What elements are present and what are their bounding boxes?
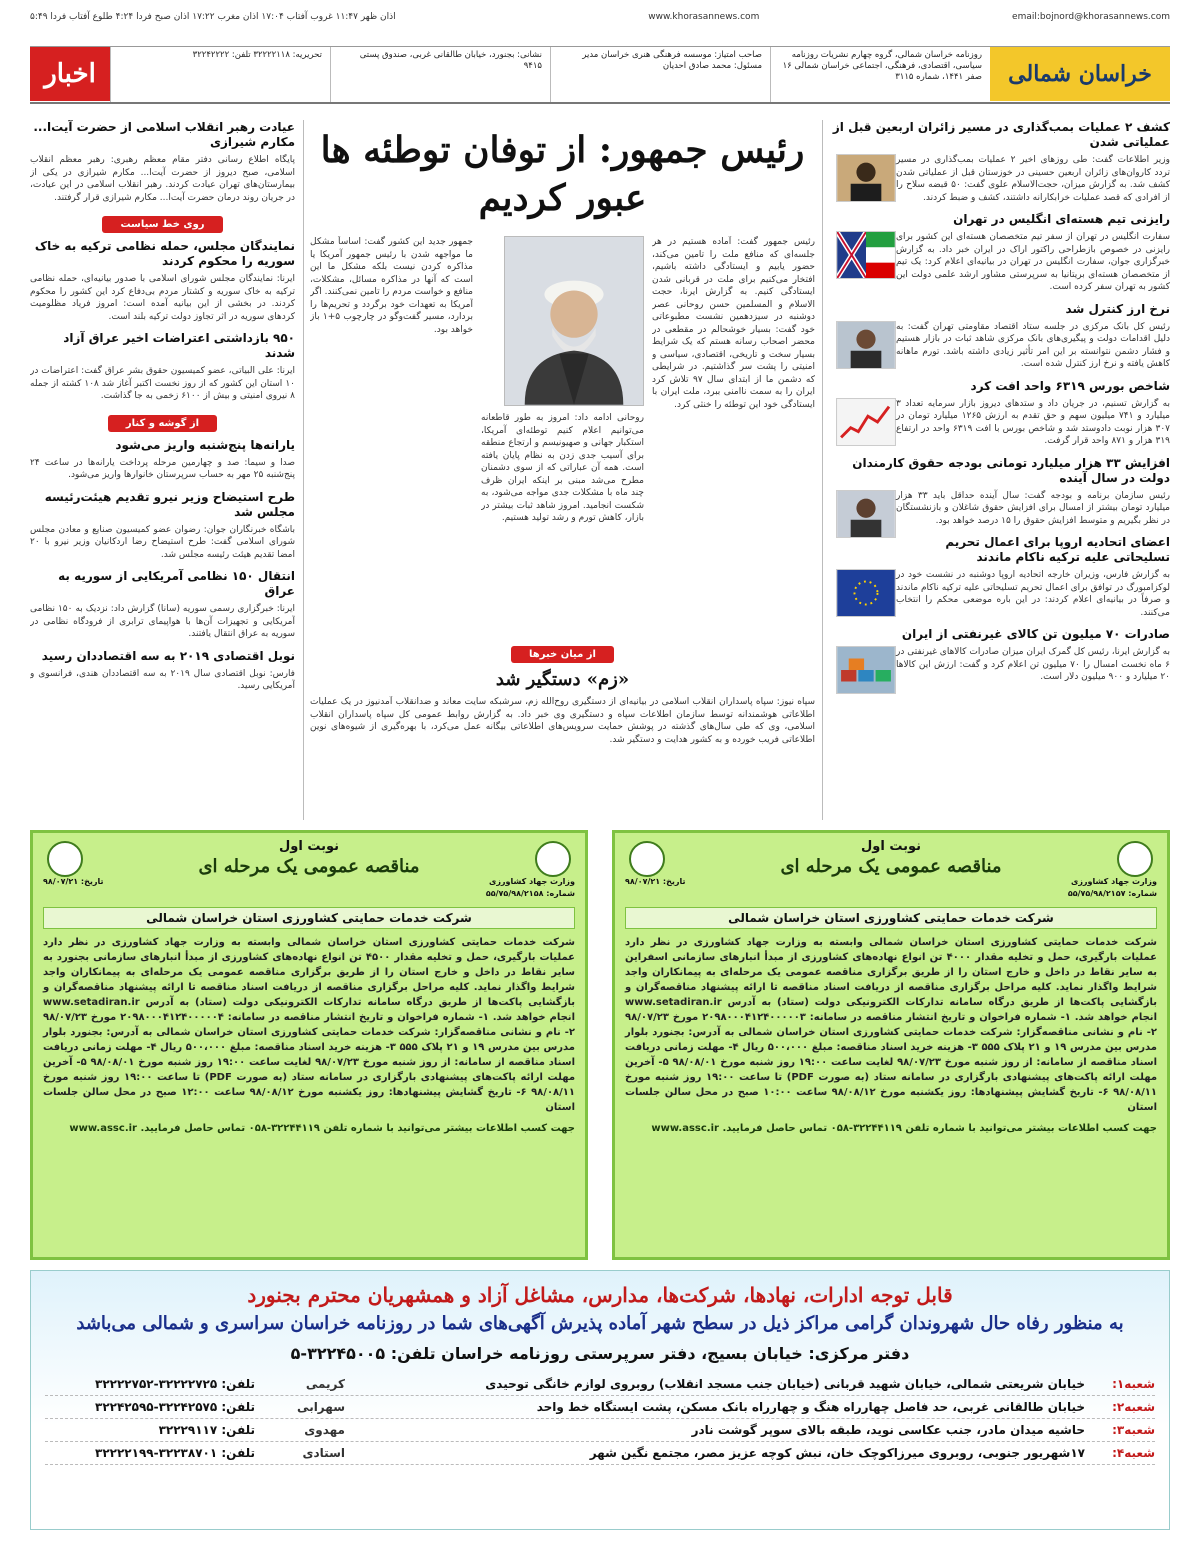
tender-number: شماره: ۵۵/۷۵/۹۸/۲۱۵۸ <box>485 889 575 898</box>
branch-row[interactable] <box>45 1442 1155 1465</box>
branch-row[interactable] <box>45 1419 1155 1442</box>
news-title[interactable]: نوبل اقتصادی ۲۰۱۹ به سه اقتصاددان رسید <box>41 648 295 663</box>
news-body: رئیس کل بانک مرکزی در جلسه ستاد اقتصاد مقاومتی تهران گفت: به دلیل اقدامات دولت و پیگیری‌های بانک مرکزی شاهد ثبات در بازار هستیم و فشار دشمن نتوانسته بر این امر تأثیر زیادی داشته باشد. تورم ماهانه کاهش یافته و نرخ ارز کنترل شده است. <box>896 321 1170 369</box>
news-item[interactable] <box>830 379 1170 448</box>
tender-round: نوبت اول <box>860 839 922 854</box>
support-company-emblem-icon <box>47 841 83 877</box>
section-tab-wrap <box>30 411 295 432</box>
news-item[interactable] <box>30 331 295 403</box>
miscellaneous-tab[interactable]: از گوشه و کنار <box>108 415 217 432</box>
branch-phone[interactable]: تلفن: ۳۲۲۳۸۷۰۱-۳۲۲۲۲۱۹۹ <box>95 1446 255 1460</box>
contact-info: تحریریه: ۳۲۲۲۲۱۱۸ تلفن: ۳۲۲۴۲۲۲۲ <box>110 47 330 102</box>
prayer-times: اذان ظهر ۱۱:۴۷ غروب آفتاب ۱۷:۰۴ اذان مغرب ۱۷:۲۲ اذان صبح فردا ۴:۲۴ طلوع آفتاب فردا ۵:۴۹ <box>30 12 396 22</box>
ministry-emblem-icon <box>535 841 571 877</box>
khorasan-logo[interactable]: خراسان شمالی <box>990 47 1170 101</box>
masthead <box>30 46 1170 104</box>
news-item[interactable] <box>830 302 1170 371</box>
branch-row[interactable] <box>45 1396 1155 1419</box>
news-body: باشگاه خبرنگاران جوان: رضوان عضو کمیسیون صنایع و معادن مجلس شورای اسلامی گفت: طرح استیضاح رضا اردکانیان وزیر نیرو با ۲۰ امضا تقدیم هیئت رئیسه مجلس شد. <box>30 524 295 560</box>
branch-contact: استادی <box>302 1446 345 1460</box>
news-item[interactable] <box>830 627 1170 684</box>
tender-ministry: وزارت جهاد کشاورزی <box>1070 877 1157 886</box>
politics-tab[interactable]: روی خط سیاست <box>102 216 222 233</box>
tender-body: شرکت خدمات حمایتی کشاورزی استان خراسان شمالی وابسته به وزارت جهاد کشاورزی در نظر دارد عملیات بارگیری، حمل و تخلیه مقدار ۴۰۰۰ تن انواع نهاده‌های کشاورزی از مبدأ انبارهای سازمانی اسفراین به سایر نقاط در داخل و خارج استان را از طریق برگزاری مناقصه عمومی یک مرحله‌ای به پیمانکاران واجد شرایط واگذار نماید. کلیه مراحل برگزاری مناقصه از دریافت اسناد مناقصه تا ارائه پیشنهاد مناقصه‌گران و بازگشایی پاکت‌ها از طریق درگاه سامانه تدارکات الکترونیکی دولت (ستاد) به آدرس www.setadiran.ir انجام خواهد شد. ۱- شماره فراخوان و تاریخ انتشار مناقصه در سامانه: ۲۰۹۸۰۰۰۴۱۲۴۰۰۰۰۰۳ مورخ ۹۸/۰۷/۲۳ ۲- نام و نشانی مناقصه‌گزار: شرکت خدمات حمایتی کشاورزی استان خراسان شمالی به آدرس: بجنورد بلوار مدرس بین مدرس ۱۹ و ۲۱ پلاک ۵۵۵ ۳- هزینه خرید اسناد مناقصه: مبلغ ۵۰۰،۰۰۰ ریال ۴- مهلت زمانی دریافت اسناد مناقصه از سامانه: از روز شنبه مورخ ۹۸/۰۷/۲۳ لغایت ساعت ۱۹:۰۰ روز شنبه مورخ ۹۸/۰۸/۰۱ ۵- آخرین مهلت ارائه پاکت‌های پیشنهادی بارگزاری در سامانه ستاد (به صورت PDF) تا ساعت ۱۹:۰۰ روز شنبه مورخ ۹۸/۰۸/۱۱ ۶- تاریخ گشایش پیشنهادها: روز یکشنبه مورخ ۹۸/۰۸/۱۲ ساعت ۱۰:۰۰ صبح در محل سالن جلسات استان <box>625 937 1158 1113</box>
minister-photo <box>836 154 896 202</box>
story-column <box>481 236 644 636</box>
tender-title: مناقصه عمومی یک مرحله ای <box>780 856 1002 877</box>
main-story <box>310 120 815 820</box>
branch-name: شعبه۱: <box>1112 1377 1155 1391</box>
news-item[interactable] <box>830 120 1170 204</box>
top-info-bar <box>30 8 1170 26</box>
news-title[interactable]: انتقال ۱۵۰ نظامی آمریکایی از سوریه به عراق <box>58 569 295 598</box>
branch-contact: کریمی <box>305 1377 345 1391</box>
branch-phone[interactable]: تلفن: ۳۲۲۲۲۷۲۵-۳۲۲۲۲۷۵۲ <box>95 1377 255 1391</box>
tender-company: شرکت خدمات حمایتی کشاورزی استان خراسان شمالی <box>43 907 575 929</box>
news-body: ایرنا: خبرگزاری رسمی سوریه (سانا) گزارش داد: نزدیک به ۱۵۰ نظامی آمریکایی و تجهیزات آن‌ها با هواپیمای ترابری از فرودگاه نظامی در سوریه به عراق انتقال یافتند. <box>30 604 295 639</box>
tender-ad-right[interactable] <box>612 830 1170 1260</box>
advertising-notice <box>30 1270 1170 1530</box>
news-title[interactable]: عیادت رهبر انقلاب اسلامی از حضرت آیت‌ا... مکارم شیرازی <box>33 120 295 149</box>
budget-official-photo <box>836 490 896 538</box>
branch-phone[interactable]: تلفن: ۳۲۲۲۹۱۱۷ <box>158 1423 255 1437</box>
tender-footer: جهت کسب اطلاعات بیشتر می‌توانید با شماره تلفن ۳۲۲۴۴۱۱۹-۰۵۸ تماس حاصل فرمایید. www.assc.ir <box>651 1123 1157 1134</box>
tender-company: شرکت خدمات حمایتی کشاورزی استان خراسان شمالی <box>625 907 1157 929</box>
newspaper-page <box>30 40 1170 1530</box>
news-body: فارس: نوبل اقتصادی سال ۲۰۱۹ به سه اقتصاددان هندی، فرانسوی و آمریکایی رسید. <box>30 668 295 691</box>
branch-address: خیابان شریعتی شمالی، خیابان شهید قربانی (خیابان جنب مسجد انقلاب) روبروی لوازم خانگی توحیدی <box>485 1377 1085 1391</box>
branch-name: شعبه۲: <box>1112 1400 1155 1414</box>
main-story-body <box>310 236 815 636</box>
news-item[interactable] <box>830 456 1170 528</box>
tender-date: تاریخ: ۹۸/۰۷/۲۱ <box>43 877 104 886</box>
news-item[interactable] <box>30 649 295 693</box>
news-title[interactable]: ۹۵۰ بازداشتی اعتراضات اخیر عراق آزاد شدند <box>63 331 295 360</box>
tender-ad-left[interactable] <box>30 830 588 1260</box>
news-body: پایگاه اطلاع رسانی دفتر مقام معظم رهبری: رهبر معظم انقلاب اسلامی، صبح دیروز از حضرت آیت‌ا... مکارم شیرازی در یکی از بیمارستان‌های تهران عیادت کردند. رهبر انقلاب اسلامی در این عیادت، در جریان روند درمان حضرت آیت‌ا... مکارم شیرازی قرار گرفتند. <box>30 155 295 203</box>
branch-name: شعبه۳: <box>1112 1423 1155 1437</box>
notice-heading: قابل توجه ادارات، نهادها، شرکت‌ها، مدارس، مشاغل آزاد و همشهریان محترم بجنورد <box>247 1283 953 1307</box>
email-text[interactable]: email:bojnord@khorasannews.com <box>1012 12 1170 22</box>
tender-ads <box>30 830 1170 1260</box>
tender-number: شماره: ۵۵/۷۵/۹۸/۲۱۵۷ <box>1067 889 1157 898</box>
news-body: به گزارش ایرنا، رئیس کل گمرک ایران میزان صادرات کالاهای غیرنفتی در ۶ ماه نخست امسال را ۷۰ میلیون تن اعلام کرد و گفت: ارزش این کالاها ۲۰ میلیارد و ۹۰۰ میلیون دلار است. <box>896 647 1170 682</box>
publisher-info: صاحب امتیاز: موسسه فرهنگی هنری خراسان مدیر مسئول: محمد صادق احدیان <box>550 47 770 102</box>
ministry-emblem-icon <box>1117 841 1153 877</box>
subsection-wrap <box>310 642 815 663</box>
branch-contact: مهدوی <box>304 1423 345 1437</box>
news-item[interactable] <box>830 535 1170 619</box>
sub-story-body: سپاه نیوز: سپاه پاسداران انقلاب اسلامی در بیانیه‌ای از دستگیری روح‌الله زم، سرشبکه سایت معاند و ضدانقلاب آمدنیوز در یک عملیات اطلاعاتی هوشمندانه توسط سازمان اطلاعات سپاه و دستگیری وی خبر داد. به گزارش روابط عمومی کل سپاه پاسداران انقلاب اسلامی، وی که طی سال‌های گذشته در پوشش حمایت سرویس‌های اطلاعاتی بیگانه عمل می‌کرد، با بهره‌گیری از شیوه‌های نوین اطلاعاتی فریب خورده و به کشور هدایت و دستگیر شد. <box>310 697 815 745</box>
address-info: نشانی: بجنورد، خیابان طالقانی غربی، صندوق پستی ۹۴۱۵ <box>330 47 550 102</box>
tender-footer: جهت کسب اطلاعات بیشتر می‌توانید با شماره تلفن ۳۲۲۴۴۱۱۹-۰۵۸ تماس حاصل فرمایید. www.assc.ir <box>69 1123 575 1134</box>
central-bank-photo <box>836 321 896 369</box>
story-column: رئیس جمهور گفت: آماده هستیم در هر جلسه‌ای که منافع ملت را تامین می‌کند، حضور یابیم و ایستادگی داشته باشیم، افتخار می‌کنیم برای ملت در قربانی شدن ایستادگی کنیم. به گزارش ایرنا، حجت الاسلام و المسلمین حسن روحانی عصر دوشنبه در سیزدهمین نشست مطبوعاتی خود گفت: بسیار خوشحالم در مقطعی در محضر اصحاب رسانه هستم که یک شرایط بسیار سخت و تاریخی، اقتصادی، سیاسی و امنیتی را پشت سر گذاشتیم. در شرایطی که دشمن ما از ابتدای سال ۹۷ تلاش کرد ایران را به سمت ناامنی ببرد، ملت ایران با ایستادگی خود این توطئه را خنثی کرد. <box>652 237 815 410</box>
flags-photo <box>836 231 896 279</box>
central-office[interactable]: دفتر مرکزی: خیابان بسیج، دفتر سرپرستی روزنامه خراسان تلفن: ۳۲۲۴۵۰۰۵-۵ <box>290 1344 910 1363</box>
news-body: رئیس سازمان برنامه و بودجه گفت: سال آینده حداقل باید ۳۳ هزار میلیارد تومان بیشتر از امسال برای افزایش حقوق شاغلان و بازنشستگان در نظر بگیریم و متوسط افزایش حقوق را ۱۵ درصد خواهد بود. <box>896 490 1170 526</box>
news-body: ایرنا: علی البیاتی، عضو کمیسیون حقوق بشر عراق گفت: اعتراضات در ۱۰ استان این کشور که از روز نخست اکتبر آغاز شد ۱۰۸ کشته از جمله ۸ نیروی امنیتی و بیش از ۶۱۰۰ زخمی به جا گذاشت. <box>30 366 295 401</box>
right-news-column <box>830 120 1170 820</box>
eu-flag-photo <box>836 569 896 617</box>
column-divider <box>303 120 304 820</box>
column-divider <box>822 120 823 820</box>
news-title[interactable]: رایزنی تیم هسته‌ای انگلیس در تهران <box>953 212 1170 226</box>
news-title[interactable]: یارانه‌ها پنج‌شنبه واریز می‌شود <box>115 437 295 452</box>
news-item[interactable] <box>830 212 1170 294</box>
edition-info: روزنامه خراسان شمالی، گروه چهارم نشریات روزنامه سیاسی، اقتصادی، فرهنگی، اجتماعی خراسان شمالی ۱۶ صفر ۱۴۴۱، شماره ۳۱۱۵ <box>770 47 990 102</box>
news-body: ایرنا: نمایندگان مجلس شورای اسلامی با صدور بیانیه‌ای، حمله نظامی ترکیه به خاک سوریه و کشتار مردم بی‌دفاع کرد این کشور را محکوم کردند. در بخشی از این بیانیه آمده است: امروز فریاد مظلومیت کردهای سوریه در اثر تجاوز دولت ترکیه بلند است. <box>30 274 295 322</box>
news-item[interactable] <box>30 490 295 562</box>
tender-title: مناقصه عمومی یک مرحله ای <box>198 856 420 877</box>
news-item[interactable] <box>30 120 295 204</box>
section-label: اخبار <box>30 47 110 101</box>
news-title[interactable]: کشف ۲ عملیات بمب‌گذاری در مسیر زائران اربعین قبل از عملیاتی شدن <box>832 120 1170 149</box>
news-title[interactable]: اعضای اتحادیه اروپا برای اعمال تحریم تسلیحاتی علیه ترکیه ناکام ماندند <box>945 535 1170 564</box>
news-title[interactable]: شاخص بورس ۶۳۱۹ واحد افت کرد <box>970 378 1170 393</box>
branch-phone[interactable]: تلفن: ۳۲۲۴۲۵۷۵-۳۲۲۴۲۵۹۵ <box>95 1400 255 1414</box>
news-item[interactable] <box>30 569 295 641</box>
news-body: به گزارش تسنیم، در جریان داد و ستدهای دیروز بازار سرمایه تعداد ۳ میلیارد و ۷۴۱ میلیون سهم و حق تقدم به ارزش ۱۲۶۵ میلیارد تومان در ۳۰۷ هزار نوبت دادوستد شد و شاخص بورس با افت ۶۳۱۹ واحد در ارتفاع ۳۱۹ هزار و ۸۷۱ واحد قرار گرفت. <box>896 398 1170 446</box>
news-item[interactable] <box>30 239 295 323</box>
news-body: به گزارش فارس، وزیران خارجه اتحادیه اروپا دوشنبه در نشست خود در لوکزامبورگ در توافق برای اعمال تحریم تسلیحاتی علیه ترکیه ناکام ماندند و صرفاً در بیانیه‌ای اعلام کردند: در این باره موضعی محکم را انتخاب می‌کنند. <box>896 570 1170 618</box>
branch-name: شعبه۴: <box>1112 1446 1155 1460</box>
news-item[interactable] <box>30 438 295 482</box>
news-title[interactable]: نرخ ارز کنترل شد <box>1065 301 1170 316</box>
tender-round: نوبت اول <box>278 839 340 854</box>
news-title[interactable]: افزایش ۳۳ هزار میلیارد تومانی بودجه حقوق کارمندان دولت در سال آینده <box>852 455 1170 485</box>
president-photo <box>504 236 644 406</box>
stock-chart-photo <box>836 398 896 446</box>
news-body: سفارت انگلیس در تهران از سفر تیم متخصصان هسته‌ای این کشور برای رایزنی در خصوص بازطراحی راکتور اراک در ایران خبر داد. به گزارش خبرگزاری جوان، سفارت انگلیس در تهران در بیانیه‌ای اعلام کرد: یک تیم از متخصصان هسته‌ای بریتانیا به سرپرستی مشاور ارشد علمی دولت این کشور به تهران سفر کرده است. <box>896 232 1170 292</box>
tender-body: شرکت خدمات حمایتی کشاورزی استان خراسان شمالی وابسته به وزارت جهاد کشاورزی در نظر دارد عملیات بارگیری، حمل و تخلیه مقدار ۴۵۰۰ تن انواع نهاده‌های کشاورزی از مبدأ انبارهای سازمانی بجنورد به سایر نقاط در داخل و خارج استان را از طریق برگزاری مناقصه عمومی یک مرحله‌ای به پیمانکاران واجد شرایط واگذار نماید. کلیه مراحل برگزاری مناقصه از دریافت اسناد مناقصه تا ارائه پیشنهاد مناقصه‌گران و بازگشایی پاکت‌ها از طریق درگاه سامانه تدارکات الکترونیکی دولت (ستاد) به آدرس www.setadiran.ir انجام خواهد شد. ۱- شماره فراخوان و تاریخ انتشار مناقصه در سامانه: ۲۰۹۸۰۰۰۴۱۲۴۰۰۰۰۰۴ مورخ ۹۸/۰۷/۲۳ ۲- نام و نشانی مناقصه‌گزار: شرکت خدمات حمایتی کشاورزی استان خراسان شمالی به آدرس: بجنورد بلوار مدرس بین مدرس ۱۹ و ۲۱ پلاک ۵۵۵ ۳- هزینه خرید اسناد مناقصه: مبلغ ۵۰۰،۰۰۰ ریال ۴- مهلت زمانی دریافت اسناد مناقصه از سامانه: از روز شنبه مورخ ۹۸/۰۷/۲۳ لغایت ساعت ۱۹:۰۰ روز شنبه مورخ ۹۸/۰۸/۰۱ ۵- آخرین مهلت ارائه پاکت‌های پیشنهادی بارگزاری در سامانه ستاد (به صورت PDF) تا ساعت ۱۹:۰۰ روز شنبه مورخ ۹۸/۰۸/۱۱ ۶- تاریخ گشایش پیشنهادها: روز یکشنبه مورخ ۹۸/۰۸/۱۲ ساعت ۱۲:۰۰ صبح در محل سالن جلسات استان <box>43 937 576 1113</box>
news-body: وزیر اطلاعات گفت: طی روزهای اخیر ۲ عملیات بمب‌گذاری در مسیر تردد کاروان‌های زائران اربعین حسینی در خوزستان قبل از عملیاتی شدن کشف شد. به گزارش میزان، حجت‌الاسلام علوی گفت: ۵۰ قبضه سلاح را از افرادی که قصد عملیات خرابکارانه داشتند، کشف و ضبط کردند. <box>896 155 1170 203</box>
branch-address: ۱۷شهریور جنوبی، روبروی میرزاکوچک خان، نبش کوچه عزیز مصر، مجتمع نگین شهر <box>589 1446 1085 1460</box>
branch-address: خیابان طالقانی غربی، حد فاصل چهارراه هنگ و چهارراه بانک مسکن، پشت ایستگاه خط واحد <box>536 1400 1085 1414</box>
branch-address: حاشیه میدان مادر، جنب عکاسی نوید، طبقه بالای سوپر گوشت نادر <box>691 1423 1085 1437</box>
news-title[interactable]: نمایندگان مجلس، حمله نظامی ترکیه به خاک سوریه را محکوم کردند <box>34 239 295 268</box>
main-headline[interactable]: رئیس جمهور: از توفان توطئه ها عبور کردیم <box>320 129 805 219</box>
branch-contact: سهرابی <box>297 1400 345 1414</box>
tender-date: تاریخ: ۹۸/۰۷/۲۱ <box>625 877 686 886</box>
branch-row[interactable] <box>45 1373 1155 1396</box>
section-tab-wrap <box>30 212 295 233</box>
tender-ministry: وزارت جهاد کشاورزی <box>488 877 575 886</box>
support-company-emblem-icon <box>629 841 665 877</box>
news-body: صدا و سیما: صد و چهارمین مرحله پرداخت یارانه‌ها در ساعت ۲۴ پنج‌شنبه ۲۵ مهر به حساب سرپرستان خانوارها واریز می‌شود. <box>30 457 295 480</box>
news-title[interactable]: طرح استیضاح وزیر نیرو تقدیم هیئت‌رئیسه مجلس شد <box>44 489 295 519</box>
story-column: جمهور جدید این کشور گفت: اساساً مشکل ما مواجهه شدن با رئیس جمهور آمریکا یا مذاکره کردن نیست بلکه مشکل ما این است که آنها در مذاکره مسائل، مشکلات، منافع و خواست مردم را تامین نمی‌کنند. اگر آمریکا به تعهدات خود برگردد و تحریم‌ها را بردارد، مسیر گفت‌وگو در چارچوب ۵+۱ باز خواهد بود. <box>310 237 473 335</box>
left-news-column <box>30 120 295 820</box>
notice-subheading: به منظور رفاه حال شهروندان گرامی مراکز ذیل در سطح شهر آماده پذیرش آگهی‌های شما در روزنامه خراسان سراسری و شمالی می‌باشد <box>76 1313 1124 1334</box>
story-text: روحانی ادامه داد: امروز به طور قاطعانه می‌توانیم اعلام کنیم توطئه‌ای آمریکا، استکبار جهانی و صهیونیسم و ارتجاع منطقه برای آسیب جدی زدن به نظام پایان یافته است. همه آن عباراتی که از سوی دشمنان مطرح می‌شد مبنی بر اینکه ایران ظرف چند ماه با مشکلات جدی مواجه می‌شود، به شکست انجامید. امروز شاهد ثبات بیشتر در بازار، کاهش تورم و رشد تولید هستیم. <box>481 413 644 523</box>
website-text[interactable]: www.khorasannews.com <box>648 12 760 22</box>
subsection-tab[interactable]: از میان خبرها <box>511 646 614 663</box>
containers-photo <box>836 646 896 694</box>
news-title[interactable]: صادرات ۷۰ میلیون تن کالای غیرنفتی از ایران <box>901 627 1170 641</box>
sub-headline[interactable]: «زم» دستگیر شد <box>495 669 630 690</box>
